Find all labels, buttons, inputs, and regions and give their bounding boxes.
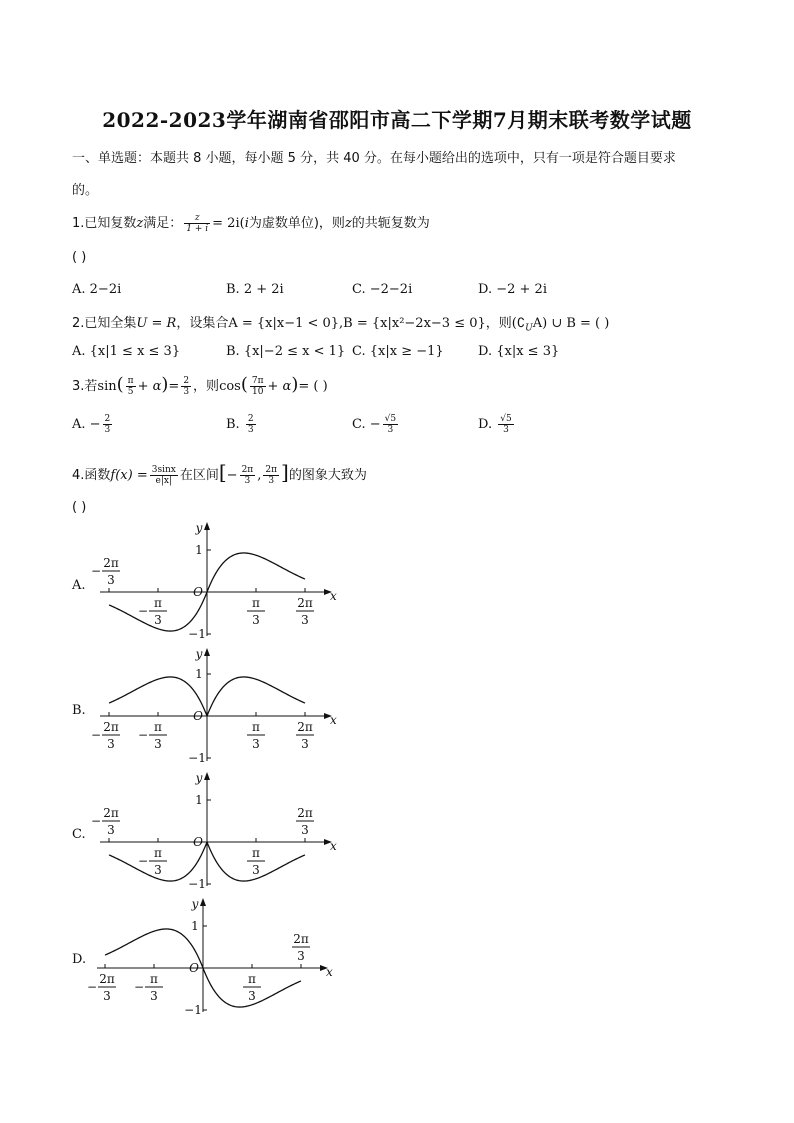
graph-c-label-2pi-num: 2π: [297, 806, 313, 820]
q2-text-c: ，设集合: [176, 316, 229, 331]
q3-option-a-den: 3: [104, 425, 111, 435]
q3-tail: + α: [267, 379, 292, 394]
question-3: 3.若sin( $\frac{\pi}{5}$ + α)= $\frac{2}{3}$ ，则cos( $\frac{7\pi}{10}$ + α)= ( ): [72, 374, 328, 397]
graph-b-label-neg-pi-minus: −: [137, 728, 149, 742]
graph-d-y-1: 1: [191, 919, 199, 933]
q3-option-d-num: √5: [500, 414, 512, 424]
q1-mid: 为虚数单位)，则: [248, 216, 345, 231]
graph-d-label-2pi-den: 3: [297, 949, 305, 963]
graph-d-label-pi-num: π: [248, 972, 256, 986]
graph-b-label-pi-num: π: [252, 720, 260, 734]
graph-d-label-pi-den: 3: [248, 989, 256, 1003]
graph-c-label-neg-pi-minus: −: [137, 854, 149, 868]
q3-option-a-label: A. −: [72, 417, 101, 432]
q3-option-b-den: 3: [247, 425, 254, 435]
q3-sin: sin: [97, 379, 117, 394]
q3-option-d-label: D.: [478, 417, 497, 432]
graph-d-label-neg-pi-den: 3: [150, 989, 158, 1003]
q1-var-z: z: [136, 216, 144, 231]
q3-text-a: 3.若: [72, 379, 98, 394]
q4-paren: ( ): [72, 500, 87, 515]
graph-c-y-label: y: [195, 771, 203, 785]
graph-b-label-pi-den: 3: [252, 737, 260, 751]
q3-frac2-den: 3: [183, 387, 190, 397]
graph-c-label-neg-pi-den: 3: [154, 863, 162, 877]
graph-c-y-m1: −1: [188, 877, 206, 891]
graph-b-label[interactable]: B.: [72, 703, 86, 718]
graph-d-label-neg-pi-minus: −: [133, 980, 145, 994]
q3-frac3-den: 10: [251, 387, 264, 397]
q1-option-c[interactable]: C. −2−2i: [352, 282, 413, 297]
graph-b-label-2pi-den: 3: [301, 737, 309, 751]
graph-a-label-pi-den: 3: [252, 613, 260, 627]
graph-b-label-2pi-num: 2π: [297, 720, 313, 734]
graph-a-label-2pi-den: 3: [301, 613, 309, 627]
q3-option-c-den: 3: [387, 425, 394, 435]
q3-option-b-label: B.: [226, 417, 244, 432]
q4-text-a: 4.函数: [72, 468, 111, 483]
graph-b-y-m1: −1: [188, 751, 206, 765]
q4-i1-den: 3: [244, 476, 251, 486]
graph-c-label[interactable]: C.: [72, 827, 86, 842]
q2-text-f: (∁: [511, 316, 526, 331]
q4-frac-den: e|x|: [155, 476, 172, 486]
graph-a-label-neg-pi-den: 3: [154, 613, 162, 627]
q1-suffix: 的共轭复数为: [351, 216, 430, 231]
graph-c-label-pi-den: 3: [252, 863, 260, 877]
graph-b-label-neg-2pi-den: 3: [107, 737, 115, 751]
q4-i2-num: 2π: [265, 465, 278, 475]
graph-a-y-m1: −1: [188, 627, 206, 641]
graph-a-y-1: 1: [195, 543, 203, 557]
q1-paren: ( ): [72, 250, 87, 265]
graph-a-label-neg-2pi-minus: −: [90, 564, 102, 578]
graph-d-label-neg-2pi-minus: −: [86, 980, 98, 994]
q1-option-d[interactable]: D. −2 + 2i: [478, 282, 547, 297]
q4-i1-num: 2π: [241, 465, 254, 475]
graph-c-y-arrow: [204, 772, 210, 780]
section-instructions-line2: 的。: [72, 183, 99, 198]
q3-frac2-num: 2: [183, 376, 190, 386]
q4-frac-num: 3sinx: [151, 465, 176, 475]
q2-sub-u: U: [525, 323, 533, 334]
graph-b-label-neg-pi-num: π: [154, 720, 162, 734]
graph-a-y-arrow: [204, 522, 210, 530]
graph-a-y-label: y: [195, 521, 203, 535]
graph-b-y-arrow: [204, 648, 210, 656]
graph-c-origin: O: [193, 835, 203, 849]
q1-frac-num: z: [184, 213, 210, 224]
q3-option-d-den: 3: [503, 425, 509, 435]
q2-option-b[interactable]: B. {x|−2 ≤ x < 1}: [226, 344, 346, 359]
graph-a-label-neg-2pi-den: 3: [107, 573, 115, 587]
q2-text-a: 2.已知全集: [72, 316, 137, 331]
graph-d-y-label: y: [191, 897, 199, 911]
q4-suffix: 的图象大致为: [288, 468, 367, 483]
graph-b-y-1: 1: [195, 667, 203, 681]
graph-c-label-neg-2pi-den: 3: [107, 823, 115, 837]
graph-c-x-label: x: [330, 839, 337, 853]
graph-a-label[interactable]: A.: [72, 578, 86, 593]
page-title: 2022-2023学年湖南省邵阳市高二下学期7月期末联考数学试题: [102, 108, 692, 132]
graph-b-origin: O: [193, 709, 203, 723]
graph-a-x-label: x: [330, 589, 337, 603]
q3-option-a-num: 2: [104, 414, 111, 424]
graph-b-y-label: y: [195, 647, 203, 661]
q2-text-b: U = R: [136, 316, 177, 331]
graph-d-label-neg-2pi-den: 3: [103, 989, 111, 1003]
graph-c-y-1: 1: [195, 793, 203, 807]
graph-d-origin: O: [189, 961, 199, 975]
graph-a-label-pi-num: π: [252, 596, 260, 610]
q1-option-b[interactable]: B. 2 + 2i: [226, 282, 284, 297]
graph-b-label-neg-2pi-num: 2π: [103, 720, 119, 734]
q3-then: ，则: [193, 379, 220, 394]
q3-eq: =: [168, 379, 180, 394]
section-instructions-line1: 一、单选题：本题共 8 小题，每小题 5 分，共 40 分。在每小题给出的选项中，只有一项是符合题目要求: [72, 151, 676, 166]
q4-fx: f(x) =: [110, 468, 148, 483]
graph-d-label-neg-2pi-num: 2π: [99, 972, 115, 986]
graph-a-label-neg-pi-minus: −: [137, 604, 149, 618]
graph-d-y-arrow: [200, 898, 206, 906]
q1-frac-den: 1 + i: [186, 224, 209, 234]
q2-text-e: ，则: [485, 316, 512, 331]
q1-option-a[interactable]: A. 2−2i: [72, 282, 122, 297]
q1-eq: = 2i(: [212, 216, 245, 231]
q4-mid: 在区间: [179, 468, 219, 483]
graph-b-x-label: x: [330, 713, 337, 727]
q2-option-a[interactable]: A. {x|1 ≤ x ≤ 3}: [72, 344, 181, 359]
graph-c-label-pi-num: π: [252, 846, 260, 860]
q1-satisfy: 满足：: [143, 216, 183, 231]
graph-c-label-2pi-den: 3: [301, 823, 309, 837]
q3-cos: cos: [219, 379, 241, 394]
graph-b-label-neg-pi-den: 3: [154, 737, 162, 751]
q3-option-c-num: √5: [384, 414, 397, 424]
q3-frac1-den: 5: [127, 387, 134, 397]
q2-option-c[interactable]: C. {x|x ≥ −1}: [352, 344, 444, 359]
q4-i2-den: 3: [268, 476, 275, 486]
q1-i: i: [244, 216, 249, 231]
graph-c-label-neg-2pi-num: 2π: [103, 806, 119, 820]
graph-d-label-neg-pi-num: π: [150, 972, 158, 986]
q2-text-d: A = {x|x−1 < 0},B = {x|x²−2x−3 ≤ 0}: [228, 316, 486, 331]
q2-option-d[interactable]: D. {x|x ≤ 3}: [478, 344, 560, 359]
graph-d-y-m1: −1: [184, 1003, 202, 1017]
q3-frac1-num: π: [127, 376, 134, 386]
q1-var-z2: z: [344, 216, 352, 231]
q3-option-b-num: 2: [247, 414, 254, 424]
q3-frac3-num: 7π: [251, 376, 264, 386]
graph-c-label-neg-2pi-minus: −: [90, 814, 102, 828]
graph-c-label-neg-pi-num: π: [154, 846, 162, 860]
graph-b-label-neg-2pi-minus: −: [90, 728, 102, 742]
q3-option-c-label: C. −: [352, 417, 381, 432]
question-4: 4.函数f(x) = $\frac{3\sin x}{e|x|}$ 在区间[− $\frac{2\pi}{3}$ , $\frac{2\pi}{3}$ ]的图象大致为: [72, 460, 367, 486]
graph-d-label-2pi-num: 2π: [293, 932, 309, 946]
graph-a-label-2pi-num: 2π: [297, 596, 313, 610]
graph-d-label[interactable]: D.: [72, 952, 87, 967]
graph-a-label-neg-2pi-num: 2π: [103, 556, 119, 570]
graph-a-label-neg-pi-num: π: [154, 596, 162, 610]
q3-end: = ( ): [298, 379, 328, 394]
q1-prefix: 1.已知复数: [72, 216, 137, 231]
graph-a-origin: O: [193, 585, 203, 599]
q2-text-g: A) ∪ B = ( ): [532, 316, 610, 331]
q3-plus-alpha: + α: [137, 379, 162, 394]
graph-d-x-label: x: [326, 965, 333, 979]
